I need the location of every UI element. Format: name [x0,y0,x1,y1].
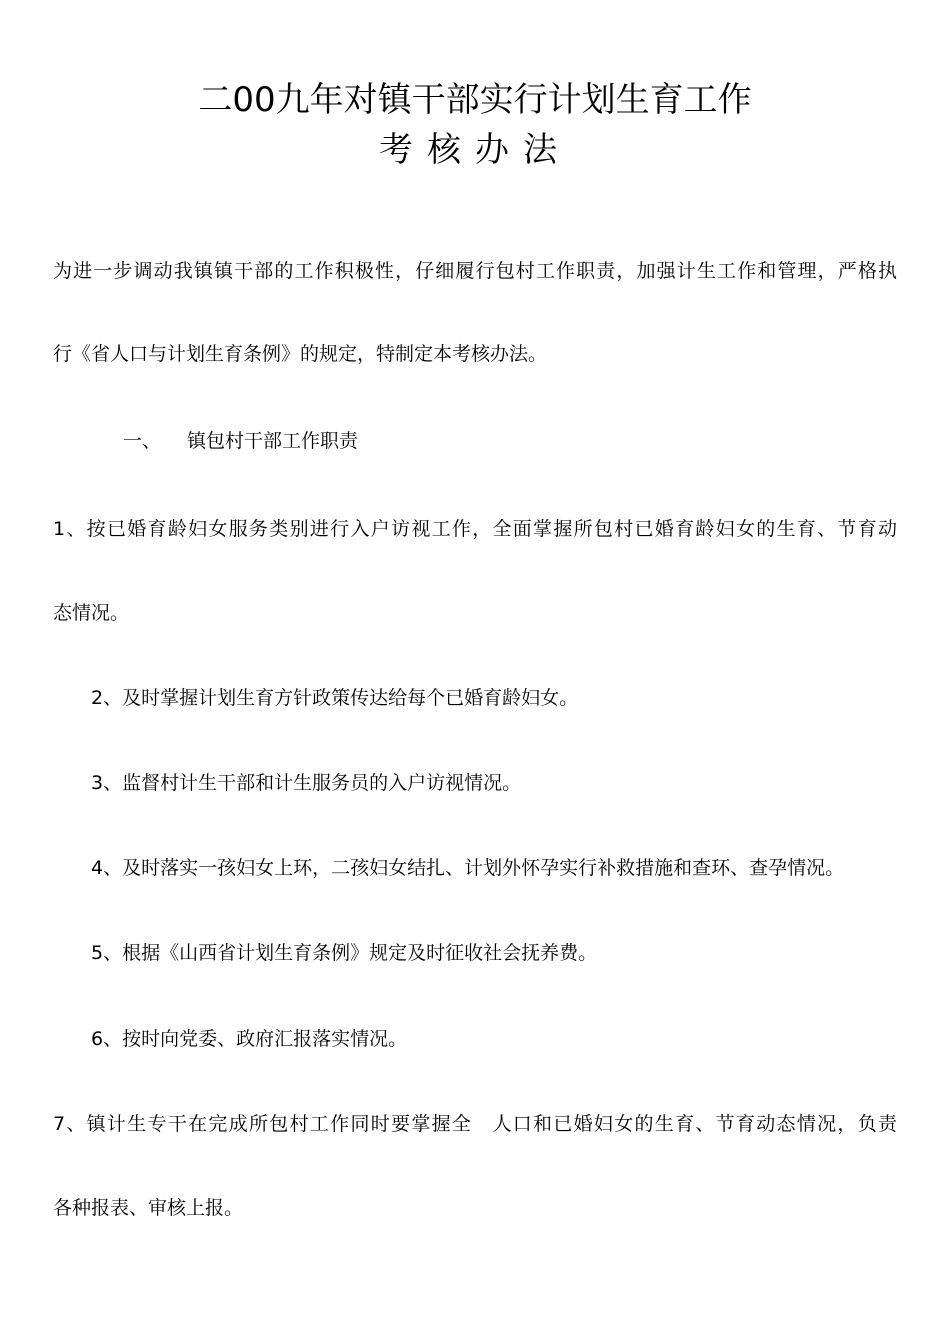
section-heading: 镇包村干部工作职责 [187,430,359,452]
list-item-2: 2、及时掌握计划生育方针政策传达给每个已婚育龄妇女。 [91,687,579,709]
document-title: 二00九年对镇干部实行计划生育工作 [198,80,752,120]
list-item-5: 5、根据《山西省计划生育条例》规定及时征收社会抚养费。 [91,942,598,964]
section-number: 一、 [123,430,162,452]
list-item-7-line-1: 7、镇计生专干在完成所包村工作同时要掌握全 人口和已婚妇女的生育、节育动态情况，负责 [53,1113,897,1135]
intro-paragraph-line-2: 行《省人口与计划生育条例》的规定，特制定本考核办法。 [53,343,548,365]
list-item-1-line-2: 态情况。 [53,602,130,624]
document-subtitle: 考核办法 [379,130,571,170]
list-item-4: 4、及时落实一孩妇女上环，二孩妇女结扎、计划外怀孕实行补救措施和查环、查孕情况。 [91,857,845,879]
list-item-7-line-2: 各种报表、审核上报。 [53,1197,244,1219]
list-item-6: 6、按时向党委、政府汇报落实情况。 [91,1028,408,1050]
intro-paragraph-line-1: 为进一步调动我镇镇干部的工作积极性，仔细履行包村工作职责，加强计生工作和管理，严格执 [53,260,897,282]
list-item-1-line-1: 1、按已婚育龄妇女服务类别进行入户访视工作，全面掌握所包村已婚育龄妇女的生育、节育动 [53,518,897,540]
list-item-3: 3、监督村计生干部和计生服务员的入户访视情况。 [91,772,522,794]
